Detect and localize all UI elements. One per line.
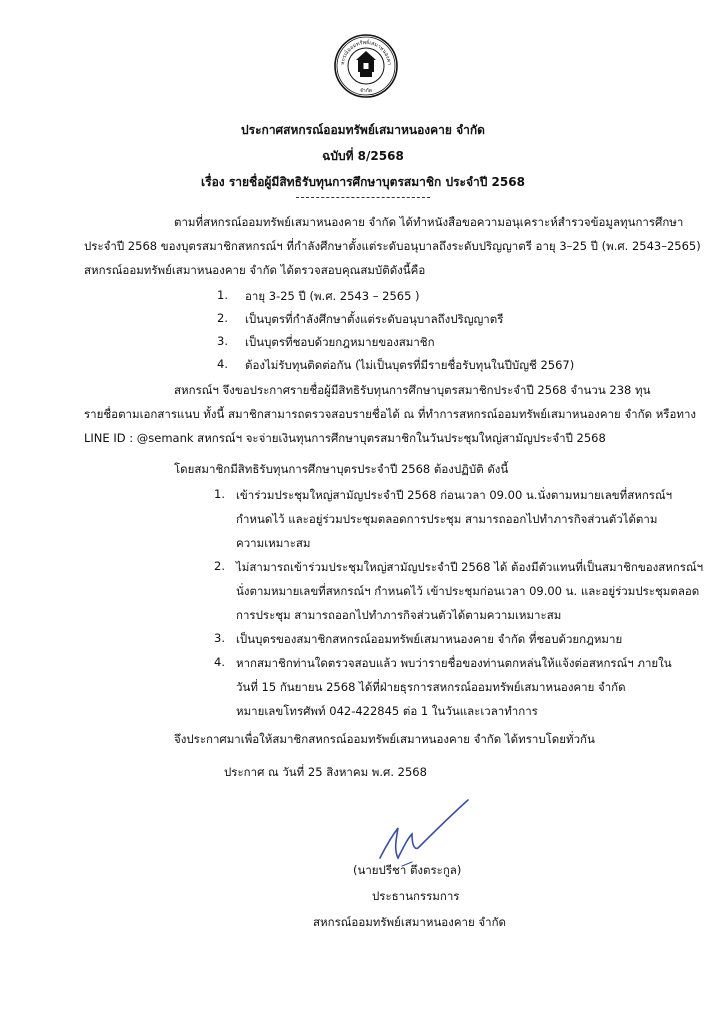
intro-line: ตามที่สหกรณ์ออมทรัพย์เสมาหนองคาย จำกัด ได้ทำหนังสือขอความอนุเคราะห์สำรวจข้อมูลทุนการศึกษา xyxy=(174,215,684,229)
announcement-number: ฉบับที่ 8/2568 xyxy=(322,149,404,163)
header-divider xyxy=(296,197,430,198)
seal-bottom-text: จำกัด xyxy=(359,88,373,94)
criteria-number: 1. xyxy=(217,288,228,302)
criteria-number: 3. xyxy=(217,334,228,348)
condition-line: นั่งตามหมายเลขที่สหกรณ์ฯ กำหนดไว้ เข้าประชุมก่อนเวลา 09.00 น. และอยู่ร่วมประชุมตลอด xyxy=(236,584,700,598)
conditions-intro: โดยสมาชิกมีสิทธิรับทุนการศึกษาบุตรประจำปี 2568 ต้องปฏิบัติ ดังนี้ xyxy=(174,462,509,476)
announce-line: LINE ID : @semank สหกรณ์ฯ จะจ่ายเงินทุนการศึกษาบุตรสมาชิกในวันประชุมใหญ่สามัญประจำปี 2568 xyxy=(84,431,606,445)
condition-line: ไม่สามารถเข้าร่วมประชุมใหญ่สามัญประจำปี 2568 ได้ ต้องมีตัวแทนที่เป็นสมาชิกของสหกรณ์ฯ xyxy=(236,560,704,574)
criteria-number: 4. xyxy=(217,357,228,371)
condition-line: เข้าร่วมประชุมใหญ่สามัญประจำปี 2568 ก่อนเวลา 09.00 น.นั่งตามหมายเลขที่สหกรณ์ฯ xyxy=(236,488,673,502)
condition-line: หากสมาชิกท่านใดตรวจสอบแล้ว พบว่ารายชื่อของท่านตกหล่นให้แจ้งต่อสหกรณ์ฯ ภายใน xyxy=(236,656,672,670)
condition-number: 2. xyxy=(214,559,225,573)
seal-ring-text: หกรณ์ออมทรัพย์เสมาหนองคา xyxy=(339,39,393,66)
closing-statement: จึงประกาศมาเพื่อให้สมาชิกสหกรณ์ออมทรัพย์เสมาหนองคาย จำกัด ได้ทราบโดยทั่วกัน xyxy=(174,732,595,746)
intro-line: สหกรณ์ออมทรัพย์เสมาหนองคาย จำกัด ได้ตรวจสอบคุณสมบัติดังนี้คือ xyxy=(84,263,426,277)
condition-number: 1. xyxy=(214,487,225,501)
criteria-number: 2. xyxy=(217,311,228,325)
announce-line: รายชื่อตามเอกสารแนบ ทั้งนี้ สมาชิกสามารถตรวจสอบรายชื่อได้ ณ ที่ทำการสหกรณ์ออมทรัพย์เสมาหนองคาย จำกัด หรือทาง xyxy=(84,407,697,421)
condition-line: กำหนดไว้ และอยู่ร่วมประชุมตลอดการประชุม สามารถออกไปทำภารกิจส่วนตัวได้ตาม xyxy=(236,512,658,526)
signer-position: ประธานกรรมการ xyxy=(372,889,460,903)
condition-line: หมายเลขโทรศัพท์ 042-422845 ต่อ 1 ในวันและเวลาทำการ xyxy=(236,704,538,718)
criteria-text: เป็นบุตรที่กำลังศึกษาตั้งแต่ระดับอนุบาลถึงปริญญาตรี xyxy=(245,312,504,326)
condition-number: 4. xyxy=(214,655,225,669)
condition-line: เป็นบุตรของสมาชิกสหกรณ์ออมทรัพย์เสมาหนองคาย จำกัด ที่ชอบด้วยกฎหมาย xyxy=(236,632,623,646)
condition-line: ความเหมาะสม xyxy=(236,536,311,550)
signature-image xyxy=(372,796,472,872)
cooperative-seal-logo xyxy=(334,34,398,98)
announcement-subject: เรื่อง รายชื่อผู้มีสิทธิรับทุนการศึกษาบุตรสมาชิก ประจำปี 2568 xyxy=(201,175,525,189)
criteria-text: เป็นบุตรที่ชอบด้วยกฎหมายของสมาชิก xyxy=(245,335,435,349)
signer-name: (นายปรีชา ตึงตระกูล) xyxy=(353,863,462,877)
announcement-title: ประกาศสหกรณ์ออมทรัพย์เสมาหนองคาย จำกัด xyxy=(241,123,485,137)
condition-line: วันที่ 15 กันยายน 2568 ได้ที่ฝ่ายธุรการสหกรณ์ออมทรัพย์เสมาหนองคาย จำกัด xyxy=(236,680,626,694)
criteria-text: อายุ 3-25 ปี (พ.ศ. 2543 – 2565 ) xyxy=(245,289,420,303)
condition-number: 3. xyxy=(214,631,225,645)
announce-line: สหกรณ์ฯ จึงขอประกาศรายชื่อผู้มีสิทธิรับทุนการศึกษาบุตรสมาชิกประจำปี 2568 จำนวน 238 ทุน xyxy=(174,383,651,397)
intro-line: ประจำปี 2568 ของบุตรสมาชิกสหกรณ์ฯ ที่กำลังศึกษาตั้งแต่ระดับอนุบาลถึงระดับปริญญาตรี อายุ 3–25 ปี (พ.ศ. 2543–2565) xyxy=(84,239,701,253)
signer-organization: สหกรณ์ออมทรัพย์เสมาหนองคาย จำกัด xyxy=(313,915,507,929)
condition-line: การประชุม สามารถออกไปทำภารกิจส่วนตัวได้ตามความเหมาะสม xyxy=(236,608,562,622)
announcement-date: ประกาศ ณ วันที่ 25 สิงหาคม พ.ศ. 2568 xyxy=(224,765,427,779)
criteria-text: ต้องไม่รับทุนติดต่อกัน (ไม่เป็นบุตรที่มีรายชื่อรับทุนในปีบัญชี 2567) xyxy=(245,358,575,372)
